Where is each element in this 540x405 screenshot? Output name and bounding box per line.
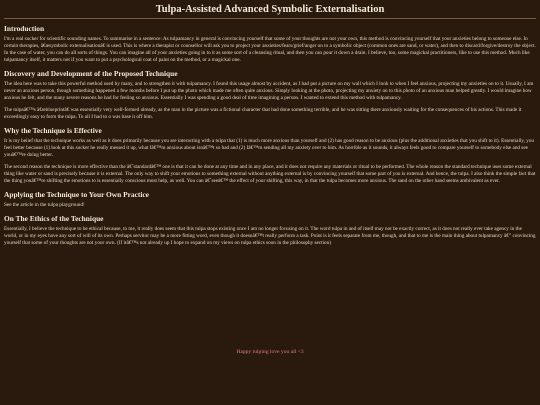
- section-paragraph: Essentially, I believe the technique to be ethical because, to me, it really does seem that this tulpa stops existing once I am no longer focusing on it. The word tulpa in and of itself may not be exactly correct, as it does not really ever take agency in the world, or in my eyes have any sort of will of its own. Perhaps servitor may be a more fitting word, even though it doesnâ€™t really perform a task. Point is it feels separate from me, though, and that to me is the main thing about tulpamancy â€” convincing yourself that some of your thoughts are not your own. (If itâ€™s not already up I hope to expand on my views on tulpa ethics soon in the philosophy section): [4, 226, 536, 246]
- section-discovery: [4, 69, 536, 121]
- section-paragraph: The second reason the technique is more effective than the â€˜standardâ€™ one is that it can be done at any time and in any place, and it does not require any materials or ritual to be performed. The whole reason the standard technique uses some external thing like water or sand is precisely because it is external. The only way to shift your emotions to something external without anything external is by convincing yourself that some part of you is external. And hence, the tulpa. I also think the simple fact that the thing youâ€™re shifting the emotions to is essentially conscious must help, as well. You can â€˜seeâ€™ the effect of your shifting, this way, in that the tulpa becomes more anxious. The sand on the other hand seems ambivalent as ever.: [4, 164, 536, 184]
- section-ethics: [4, 214, 536, 247]
- section-applying: [4, 190, 536, 209]
- section-paragraph: See the article in the tulpa playground!: [4, 202, 85, 208]
- title-divider: [4, 18, 536, 19]
- closing-message: Happy tulping love you all <3: [236, 349, 304, 355]
- section-paragraph: The idea here was to take this powerful method used by many, and to strengthen it with tulpamancy. I found this usage almost by accident, as I had put a picture on my wall which I look to when I feel anxious, projecting my anxieties on to it. Usually, I am never an anxious person, though something happened a few months before I put up the photo which made me often quite anxious. Simply looking at the photo, projecting my anxiety on to this photo of an anxious man helped greatly. I would imagine how anxious he felt, and the many severe reasons he had for feeling so anxious. Essentially I was spending a good deal of time imagining a person. I wanted to extend this method with tulpamancy.: [4, 81, 534, 101]
- section-introduction: [4, 24, 536, 64]
- section-heading: Applying the Technique to Your Own Practice: [4, 190, 149, 199]
- section-heading: On The Ethics of the Technique: [4, 214, 104, 223]
- section-why-effective: [4, 126, 536, 185]
- section-heading: Discovery and Development of the Proposed Technique: [4, 69, 178, 78]
- page-title: Tulpa-Assisted Advanced Symbolic Externalisation: [155, 4, 385, 15]
- section-paragraph: It is my belief that the technique works as well as it does primarily because you are interacting with a tulpa that (1) is much more anxious than yourself and (2) has good reason to be anxious (plus the additional anxieties that you shift to it). Essentially, you feel better because (1) look at this sucker he really messed it up, what Iâ€™m anxious about isnâ€™t so bad and (2) Iâ€™m sending all my anxiety over to him. As horrible as it sounds, it always feels good to compare yourself to somebody else and see youâ€™re doing better.: [4, 138, 534, 158]
- section-heading: Why the Technique is Effective: [4, 126, 102, 135]
- section-paragraph: The tulpaâ€™s â€œblueprintâ€ was essentially very well-formed already, as the man in the picture was a fictional character that had done something terrible, and he was sitting there anxiously waiting for the consequences of his actions. This made it exceedingly easy to form the tulpa. To all I had to o was base it off him.: [4, 107, 522, 120]
- section-heading: Introduction: [4, 24, 45, 33]
- section-paragraph: I'm a real sucker for scientific sounding names. To summarise in a sentence: As tulpamancy in general is convincing yourself that some of your thoughts are not your own, this method is convincing yourself that your anxieties belong to someone else. In certain therapies, â€œsymbolic externalisationâ€ is used. This is where a therapist or counsellor will ask you to project your anxieties/fears/grief/anger on to a symbolic object (common ones are sand, or water), and then to discard/forgive/destroy the object. In the case of water, you can do all sorts of things. You can imagine all of your anxieties going in to it as some sort of a cleansing ritual, and then you can pour it down a drain. I believe, too, some magickal practitioners, like to use this method. Much like tulpamancy itself, it matters not if you want to put a psychological coat of paint on the method, or a magickal one.: [4, 36, 536, 63]
